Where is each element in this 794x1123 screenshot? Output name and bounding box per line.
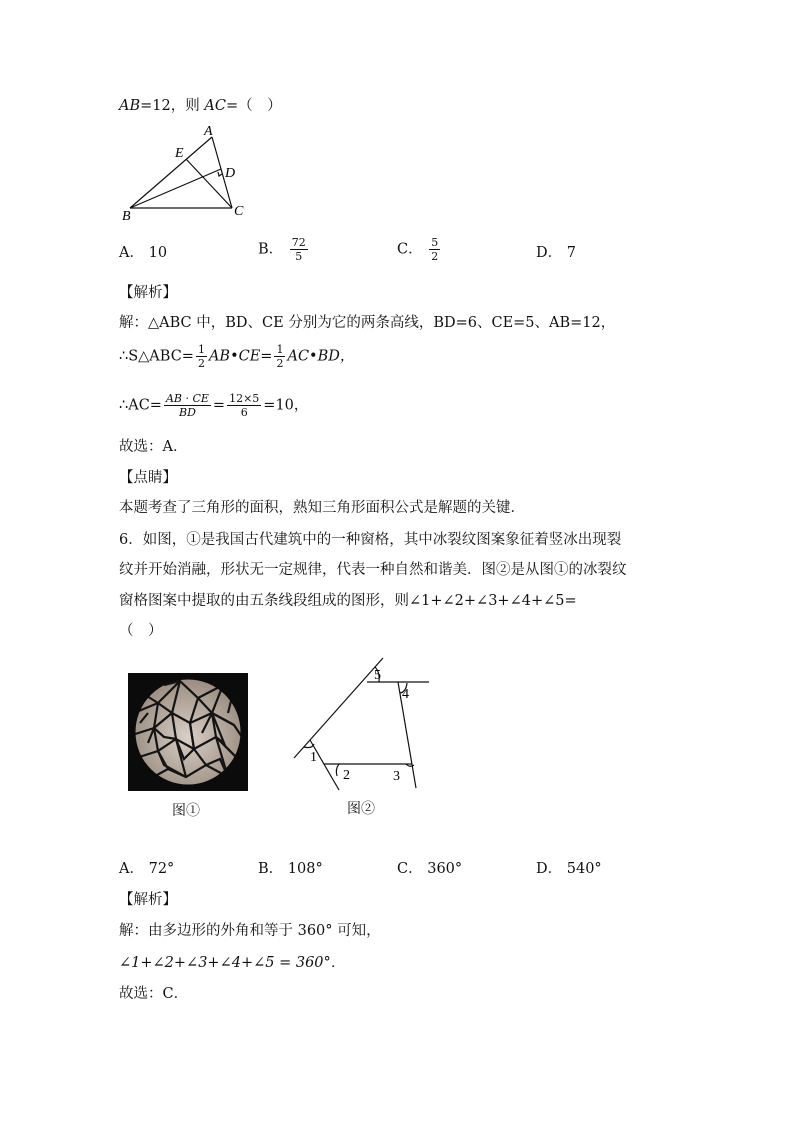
option-letter: A．: [119, 861, 144, 877]
fraction-numerator: 72: [291, 236, 306, 249]
sol-text: ∴AC=: [119, 397, 162, 414]
option-letter: A．: [119, 245, 144, 261]
q5-analysis-heading: 【解析】: [119, 285, 177, 301]
q5-choice: 故选：A．: [119, 439, 188, 455]
option-letter: C．: [397, 861, 423, 877]
stem-paren: =（ ）: [225, 98, 282, 114]
fraction-numerator: 1: [197, 343, 205, 356]
option-letter: B．: [258, 241, 284, 258]
stem-ac: AC: [204, 98, 226, 114]
fig2-caption: 图②: [347, 801, 375, 817]
right-angle-mark: [218, 172, 222, 176]
value-fraction: [227, 392, 261, 419]
q5-comment-heading: 【点睛】: [119, 470, 177, 486]
label-e: E: [175, 146, 184, 161]
q6-stem-line-4: （ ）: [119, 623, 163, 639]
fraction-denominator: 2: [431, 250, 439, 263]
angle-arc-2: [336, 764, 339, 776]
fig1-caption: 图①: [172, 803, 200, 819]
q5-solution-line-1: 解：△ABC 中，BD、CE 分别为它的两条高线，BD=6、CE=5、AB=12，: [119, 315, 616, 331]
fraction-denominator: 2: [276, 357, 284, 370]
label-a: A: [204, 124, 213, 139]
q5-option-b[interactable]: [258, 236, 310, 263]
side-ab: [130, 137, 212, 208]
half-fraction: [274, 343, 285, 370]
sol-text: AB•CE=: [208, 348, 273, 365]
triangle-figure: [115, 122, 255, 222]
segment-left: [310, 740, 339, 790]
q6-stem-line-1: 6．如图，①是我国古代建筑中的一种窗格，其中冰裂纹图案象征着竖冰出现裂: [119, 532, 622, 548]
q6-option-a[interactable]: [119, 859, 174, 879]
angle-label-5: 5: [374, 668, 381, 683]
option-value: 10: [148, 245, 168, 261]
angle-label-4: 4: [402, 687, 409, 702]
sol-text: ∴S△ABC=: [119, 348, 194, 365]
fraction-denominator: 5: [295, 250, 303, 263]
option-fraction: [290, 236, 308, 263]
segment-diagonal: [294, 658, 383, 758]
ac-fraction: [164, 392, 211, 419]
q5-solution-line-3: [119, 392, 308, 419]
label-c: C: [234, 204, 244, 219]
q6-solution-line-1: 解：由多边形的外角和等于 360° 可知，: [119, 923, 381, 939]
ice-crack-window-image: [128, 673, 248, 791]
option-fraction: [429, 236, 440, 263]
fraction-numerator: 12×5: [229, 392, 260, 405]
q6-option-b[interactable]: [258, 859, 323, 879]
angle-label-2: 2: [343, 768, 350, 783]
q5-comment: 本题考查了三角形的面积，熟知三角形面积公式是解题的关键．: [119, 500, 525, 516]
q5-option-a[interactable]: [119, 243, 167, 263]
fraction-denominator: 6: [240, 406, 248, 419]
q6-option-d[interactable]: [536, 859, 602, 879]
fraction-numerator: 5: [431, 236, 439, 249]
label-d: D: [225, 166, 236, 181]
option-letter: B．: [258, 861, 284, 877]
option-value: 7: [566, 245, 576, 261]
altitude-bd: [130, 169, 221, 208]
fraction-numerator: AB · CE: [165, 392, 209, 405]
fraction-denominator: 2: [197, 357, 205, 370]
label-b: B: [122, 209, 131, 222]
q6-option-c[interactable]: [397, 859, 462, 879]
five-segment-figure: [288, 655, 438, 795]
option-letter: C．: [397, 241, 423, 258]
angle-label-1: 1: [310, 750, 317, 765]
option-value: 108°: [287, 861, 323, 877]
stem-eq: =12，则: [140, 98, 205, 114]
option-value: 360°: [427, 861, 463, 877]
q6-solution-line-2: ∠1+∠2+∠3+∠4+∠5 = 360°．: [119, 955, 346, 971]
q5-option-d[interactable]: [536, 243, 576, 263]
half-fraction: [196, 343, 207, 370]
q6-stem-line-3: 窗格图案中提取的由五条线段组成的图形，则∠1+∠2+∠3+∠4+∠5=: [119, 593, 577, 609]
q5-option-c[interactable]: [397, 236, 442, 263]
q6-stem-line-2: 纹并开始消融，形状无一定规律，代表一种自然和谐美．图②是从图①的冰裂纹: [119, 562, 627, 578]
fraction-numerator: 1: [276, 343, 284, 356]
q6-analysis-heading: 【解析】: [119, 892, 177, 908]
option-letter: D．: [536, 861, 563, 877]
sol-text: =10，: [263, 397, 309, 414]
option-value: 72°: [148, 861, 175, 877]
sol-text: AC•BD，: [287, 348, 355, 365]
sol-text: =: [212, 397, 226, 414]
fraction-denominator: BD: [178, 406, 196, 419]
option-value: 540°: [566, 861, 602, 877]
q6-choice: 故选：C．: [119, 986, 189, 1002]
stem-ab: AB: [119, 98, 141, 114]
q5-solution-line-2: [119, 343, 354, 370]
angle-label-3: 3: [393, 769, 400, 784]
option-letter: D．: [536, 245, 563, 261]
q5-stem-tail: [119, 96, 282, 116]
